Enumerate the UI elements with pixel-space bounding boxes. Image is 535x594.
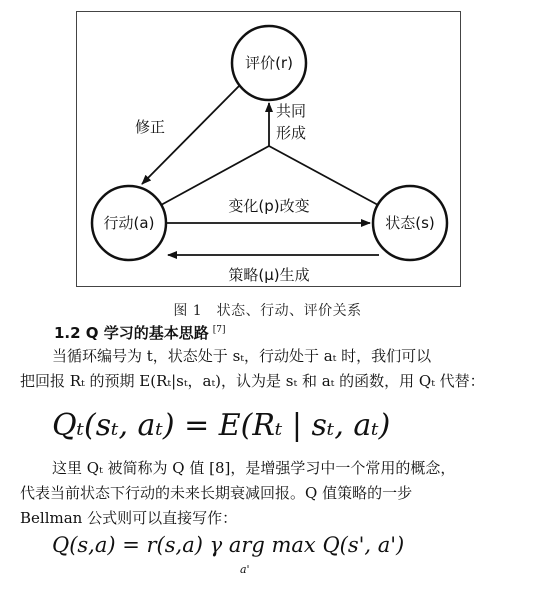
paragraph-2-line-1-text: 这里 Qₜ 被简称为 Q 值 [8]，是增强学习中一个常用的概念，: [52, 459, 456, 477]
paragraph-2: [20, 456, 520, 531]
section-heading: [54, 322, 226, 343]
section-ref: [7]: [212, 325, 226, 335]
paragraph-2-line-2: 代表当前状态下行动的未来长期衰减回报。Q 值策略的一步: [20, 484, 413, 502]
paragraph-1-line-1-text: 当循环编号为 t，状态处于 sₜ，行动处于 aₜ 时，我们可以: [52, 347, 432, 365]
policy-label: 策略(μ)生成: [228, 266, 310, 284]
joint-label-line1: 共同: [276, 102, 307, 120]
bellman-formula: [52, 533, 405, 576]
paragraph-2-line-3: Bellman 公式则可以直接写作：: [20, 509, 238, 527]
paragraph-2-line-1: [20, 456, 520, 481]
joint-label-line2: 形成: [276, 124, 307, 142]
state-node-label: 状态(s): [385, 214, 435, 232]
correct-label: 修正: [135, 118, 166, 136]
expected-return-formula: Qₜ(sₜ, aₜ) = E(Rₜ | sₜ, aₜ): [52, 408, 391, 443]
figure-diagram: [76, 11, 461, 287]
figure-caption: 图 1 状态、行动、评价关系: [173, 303, 362, 319]
relation-diagram: [77, 12, 462, 288]
action-node-label: 行动(a): [103, 214, 155, 232]
paragraph-1-line-1: [20, 344, 520, 369]
bellman-formula-subscript: a': [240, 563, 250, 576]
section-heading-text: 1.2 Q 学习的基本思路: [54, 324, 209, 342]
paragraph-1: [20, 344, 520, 394]
change-label: 变化(p)改变: [228, 197, 310, 215]
paragraph-1-line-2: 把回报 Rₜ 的预期 E(Rₜ|sₜ，aₜ)，认为是 sₜ 和 aₜ 的函数，用 Qₜ 代替：: [20, 372, 485, 390]
bellman-formula-main: Q(s,a) = r(s,a) γ arg max Q(s', a'): [52, 533, 405, 557]
evaluate-node-label: 评价(r): [245, 54, 293, 72]
